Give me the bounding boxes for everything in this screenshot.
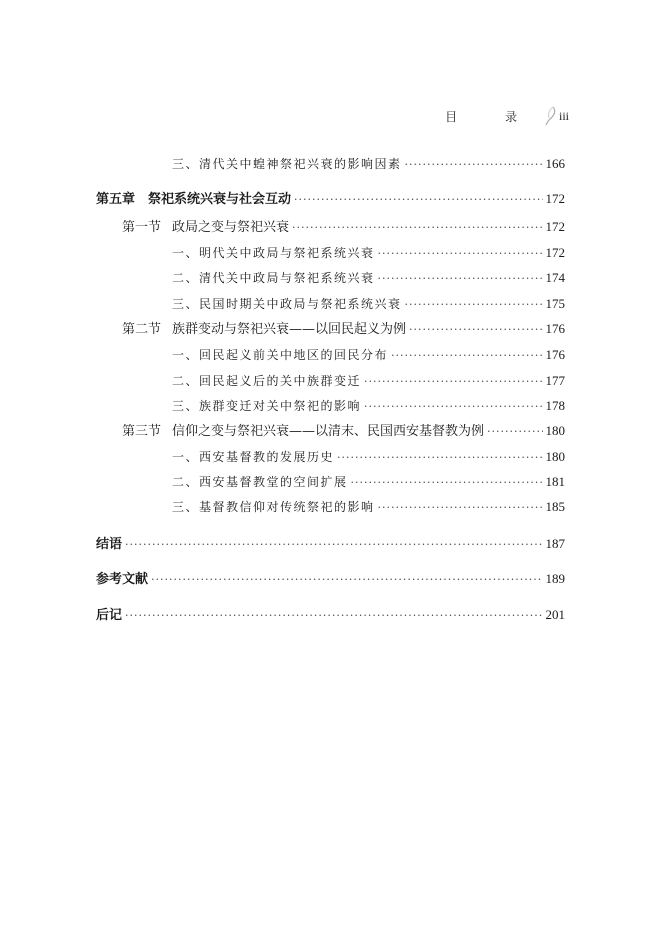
toc-conclusion-page: 187 [545,536,565,551]
toc-postscript-page: 201 [545,607,565,622]
toc-entry[interactable] [172,155,565,174]
leader-dots [364,373,542,391]
toc-entry[interactable] [172,346,565,365]
toc-section-number: 第二节 [122,322,162,337]
toc-section-number: 第三节 [122,424,162,439]
leader-dots [337,449,542,467]
toc-postscript-label: 后记 [96,608,123,623]
leader-dots [391,347,542,365]
toc-entry[interactable] [172,397,565,416]
leader-dots [487,423,542,441]
toc-entry[interactable] [172,295,565,314]
toc-entry[interactable] [172,448,565,467]
toc-entry[interactable] [172,498,565,517]
leader-dots [294,191,542,209]
toc-entry-page: 180 [545,449,565,464]
toc-entry[interactable] [172,473,565,492]
toc-entry-page: 185 [545,499,565,514]
toc-entry-page: 172 [545,245,565,260]
toc-entry[interactable] [172,244,565,263]
toc-conclusion-label: 结语 [96,537,123,552]
leader-dots [125,536,542,554]
leader-dots [351,474,543,492]
toc-chapter-page: 172 [545,191,565,206]
toc-section-page: 172 [545,219,565,234]
toc-entry[interactable] [172,269,565,288]
leader-dots [292,219,542,237]
leader-dots [364,398,542,416]
toc-entry[interactable] [172,372,565,391]
toc-section-label: 族群变动与祭祀兴衰——以回民起义为例 [172,322,407,337]
leader-dots [125,607,542,625]
toc-entry-page: 176 [545,347,565,362]
toc-entry-label: 一、西安基督教的发展历史 [172,450,335,464]
leader-dots [151,571,542,589]
running-head-page: iii [558,108,569,123]
toc-chapter[interactable] [96,190,565,209]
toc-entry-label: 一、回民起义前关中地区的回民分布 [172,348,389,362]
toc-entry-label: 三、清代关中蝗神祭祀兴衰的影响因素 [172,157,402,171]
toc-entry-label: 一、明代关中政局与祭祀系统兴衰 [172,246,375,260]
leader-dots [378,270,543,288]
toc-section-label: 政局之变与祭祀兴衰 [172,220,290,235]
toc-section-page: 176 [545,321,565,336]
toc-chapter-label: 第五章 祭祀系统兴衰与社会互动 [96,192,292,207]
toc-entry-page: 166 [545,156,565,171]
toc-entry-label: 二、西安基督教堂的空间扩展 [172,475,348,489]
toc-entry-label: 三、族群变迁对关中祭祀的影响 [172,399,362,413]
leader-dots [405,296,543,314]
toc-conclusion[interactable] [96,535,565,554]
toc-entry-page: 178 [545,398,565,413]
toc-references-label: 参考文献 [96,572,149,587]
toc-entry-label: 二、回民起义后的关中族群变迁 [172,374,362,388]
leader-dots [378,245,543,263]
toc-entry-page: 181 [545,474,565,489]
toc-section-number: 第一节 [122,220,162,235]
leader-dots [405,156,543,174]
toc-section-page: 180 [545,423,565,438]
toc-entry-page: 175 [545,296,565,311]
toc-entry-page: 174 [545,270,565,285]
toc-entry-label: 三、基督教信仰对传统祭祀的影响 [172,500,375,514]
toc-entry-page: 177 [545,373,565,388]
toc-section[interactable] [122,320,565,339]
toc-section[interactable] [122,218,565,237]
running-head-title: 目 录 [445,109,539,124]
leader-dots [409,321,542,339]
toc-references[interactable] [96,570,565,589]
toc-postscript[interactable] [96,606,565,625]
leader-dots [378,499,543,517]
toc-section[interactable] [122,422,565,441]
toc-entry-label: 三、民国时期关中政局与祭祀系统兴衰 [172,297,402,311]
toc-entry-label: 二、清代关中政局与祭祀系统兴衰 [172,271,375,285]
toc-references-page: 189 [545,571,565,586]
toc-section-label: 信仰之变与祭祀兴衰——以清末、民国西安基督教为例 [172,424,485,439]
